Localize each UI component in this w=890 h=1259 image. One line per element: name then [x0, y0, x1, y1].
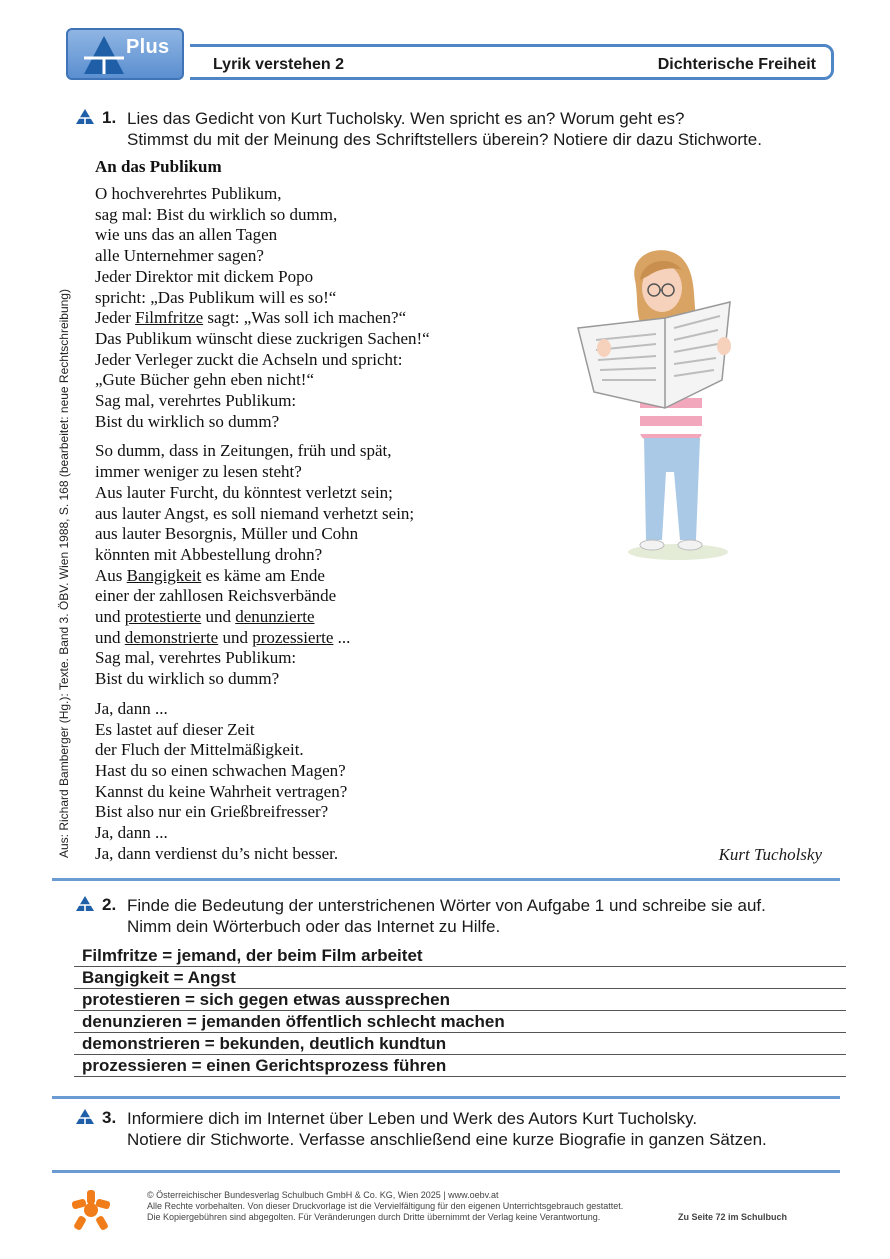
poem-line: Kannst du keine Wahrheit vertragen? — [95, 781, 348, 801]
poem-line: Bist also nur ein Grießbreifresser? — [95, 802, 329, 822]
poem-line: „Gute Bücher gehn eben nicht!“ — [95, 370, 315, 390]
stanza-2 — [95, 441, 565, 689]
girl-reading-newspaper-illustration — [570, 240, 750, 570]
poem-line: Das Publikum wünscht diese zuckrigen Sachen!“ — [95, 328, 430, 348]
poem — [95, 156, 565, 874]
section-divider — [52, 1096, 840, 1099]
answer-line[interactable]: Filmfritze = jemand, der beim Film arbeitet — [74, 945, 846, 967]
stanza-3 — [95, 699, 565, 865]
poem-line: aus lauter Angst, es soll niemand verhetzt sein; — [95, 503, 415, 523]
poem-line: einer der zahllosen Reichsverbände — [95, 586, 337, 606]
underlined-word: prozessierte — [252, 627, 334, 647]
chapter-title: Lyrik verstehen 2 — [213, 56, 345, 73]
poem-line — [95, 566, 565, 587]
poem-line: Bist du wirklich so dumm? — [95, 669, 280, 689]
page-reference: Zu Seite 72 im Schulbuch — [678, 1212, 788, 1222]
poem-line: immer weniger zu lesen steht? — [95, 462, 302, 482]
task-1-line-1: Lies das Gedicht von Kurt Tucholsky. Wen spricht es an? Worum geht es? — [127, 109, 685, 128]
answer-line[interactable]: Bangigkeit = Angst — [74, 967, 846, 989]
poem-text: Aus — [95, 565, 127, 585]
poem-text: Jeder — [95, 308, 136, 328]
source-note: Aus: Richard Bamberger (Hg.): Texte. Band 3. ÖBV. Wien 1988, S. 168 (bearbeitet: neue Rechtschreibung) — [57, 289, 71, 858]
poem-line: wie uns das an allen Tagen — [95, 225, 278, 245]
underlined-word: Filmfritze — [135, 308, 204, 328]
poem-line: Hast du so einen schwachen Magen? — [95, 760, 346, 780]
poem-line — [95, 308, 565, 329]
poem-title: An das Publikum — [95, 157, 222, 176]
task-3-instructions — [127, 1108, 767, 1150]
poem-line: Ja, dann ... — [95, 698, 168, 718]
answer-line[interactable]: demonstrieren = bekunden, deutlich kundtun — [74, 1033, 846, 1055]
poem-line: Ja, dann ... — [95, 823, 168, 843]
poem-line — [95, 607, 565, 628]
publisher-logo-icon — [72, 1190, 110, 1230]
task-3-number: 3. — [102, 1108, 117, 1127]
answer-line[interactable]: protestieren = sich gegen etwas aussprechen — [74, 989, 846, 1011]
stanza-1 — [95, 184, 565, 432]
poem-line: der Fluch der Mittelmäßigkeit. — [95, 740, 304, 760]
poem-text: und — [201, 607, 236, 627]
answer-line[interactable]: prozessieren = einen Gerichtsprozess führen — [74, 1055, 846, 1077]
task-2-line-1: Finde die Bedeutung der unterstrichenen Wörter von Aufgabe 1 und schreibe sie auf. — [127, 896, 766, 915]
footer-legal — [147, 1190, 623, 1223]
poem-line: Ja, dann verdienst du’s nicht besser. — [95, 843, 339, 863]
task-1-line-2: Stimmst du mit der Meinung des Schriftstellers überein? Notiere dir dazu Stichworte. — [127, 130, 762, 149]
poem-line: Sag mal, verehrtes Publikum: — [95, 391, 297, 411]
task-pyramid-icon — [75, 1108, 95, 1125]
poem-line: alle Unternehmer sagen? — [95, 246, 264, 266]
poem-line: Es lastet auf dieser Zeit — [95, 719, 255, 739]
task-3-line-2: Notiere dir Stichworte. Verfasse anschließend eine kurze Biografie in ganzen Sätzen. — [127, 1130, 767, 1149]
poem-text: sagt: „Was soll ich machen?“ — [203, 308, 407, 328]
pyramid-icon — [80, 34, 128, 78]
task-1-number: 1. — [102, 108, 117, 127]
logo-text: Plus — [126, 36, 170, 58]
poem-line: sag mal: Bist du wirklich so dumm, — [95, 204, 338, 224]
poem-line: Aus lauter Furcht, du könntest verletzt sein; — [95, 482, 393, 502]
task-1-instructions — [127, 108, 762, 150]
poem-line: Jeder Verleger zuckt die Achseln und spricht: — [95, 349, 403, 369]
footer-line-1: © Österreichischer Bundesverlag Schulbuch GmbH & Co. KG, Wien 2025 | www.oebv.at — [147, 1190, 499, 1200]
poem-line — [95, 628, 565, 649]
task-2-number: 2. — [102, 895, 117, 914]
poem-text: ... — [333, 627, 351, 647]
task-pyramid-icon — [75, 895, 95, 912]
poem-line: O hochverehrtes Publikum, — [95, 184, 282, 203]
poem-line: könnten mit Abbestellung drohn? — [95, 544, 323, 564]
task-2-line-2: Nimm dein Wörterbuch oder das Internet zu Hilfe. — [127, 917, 501, 936]
footer-divider — [52, 1170, 840, 1173]
poem-line: Bist du wirklich so dumm? — [95, 411, 280, 431]
poem-text: und — [95, 627, 125, 647]
task-pyramid-icon — [75, 108, 95, 125]
plus-logo — [66, 28, 184, 80]
poem-text: es käme am Ende — [201, 565, 325, 585]
answer-line[interactable]: denunzieren = jemanden öffentlich schlecht machen — [74, 1011, 846, 1033]
section-divider — [52, 878, 840, 881]
poem-line: spricht: „Das Publikum will es so!“ — [95, 287, 337, 307]
answer-lines — [74, 945, 846, 1077]
footer-line-2: Alle Rechte vorbehalten. Von dieser Druckvorlage ist die Vervielfältigung für den eigenen Unterrichtsgebrauch gestattet. — [147, 1201, 624, 1211]
task-2-instructions — [127, 895, 766, 937]
task-3-line-1: Informiere dich im Internet über Leben und Werk des Autors Kurt Tucholsky. — [127, 1109, 698, 1128]
poem-line: Jeder Direktor mit dickem Popo — [95, 266, 314, 286]
footer-line-3: Die Kopiergebühren sind abgegolten. Für Veränderungen durch Dritte übernimmt der Verlag keine Verantwortung. — [147, 1212, 601, 1222]
poem-author: Kurt Tucholsky — [718, 845, 822, 864]
poem-line: Sag mal, verehrtes Publikum: — [95, 648, 297, 668]
underlined-word: denunzierte — [235, 607, 315, 627]
underlined-word: protestierte — [124, 607, 202, 627]
poem-text: und — [95, 607, 125, 627]
underlined-word: demonstrierte — [124, 627, 219, 647]
poem-line: So dumm, dass in Zeitungen, früh und spät, — [95, 441, 392, 461]
underlined-word: Bangigkeit — [126, 565, 202, 585]
section-title: Dichterische Freiheit — [657, 56, 816, 73]
poem-text: und — [218, 627, 253, 647]
poem-line: aus lauter Besorgnis, Müller und Cohn — [95, 524, 359, 544]
